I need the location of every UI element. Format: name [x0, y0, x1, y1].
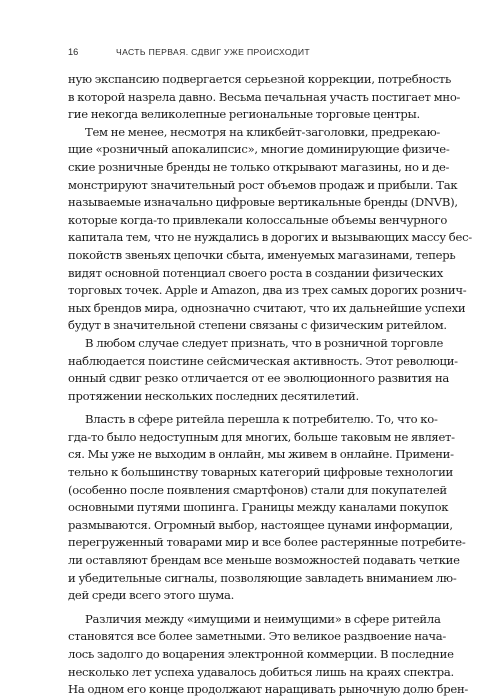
text-line: На одном его конце продолжают наращивать рыночную долю брен-	[68, 682, 469, 697]
text-line: ных брендов мира, однозначно считают, что их дальнейшие успехи	[68, 300, 466, 315]
text-line: ся. Мы уже не выходим в онлайн, мы живем в онлайне. Примени-	[68, 447, 454, 462]
text-line: протяжении нескольких последних десятилетий.	[68, 388, 359, 403]
text-line: ную экспансию подвергается серьезной коррекции, потребность	[68, 72, 451, 86]
text-line: в которой назрела давно. Весьма печальная участь постигает мно-	[68, 89, 461, 104]
text-line: Различия между «имущими и неимущими» в сфере ритейла	[85, 611, 441, 626]
paragraph	[68, 124, 472, 335]
text-line: Тем не менее, несмотря на кликбейт-заголовки, предрекаю-	[85, 124, 441, 139]
text-line: монстрируют значительный рост объемов продаж и прибыли. Так	[68, 177, 458, 192]
running-head	[68, 47, 428, 61]
text-line: покойств звеньях цепочки сбыта, именуемых магазинами, теперь	[68, 247, 456, 262]
text-line: становятся все более заметными. Это великое раздвоение нача-	[68, 629, 447, 644]
text-line: и убедительные сигналы, позволяющие завладеть вниманием лю-	[68, 570, 457, 585]
text-line: Власть в сфере ритейла перешла к потребителю. То, что ко-	[85, 412, 438, 427]
text-line: дей среди всего этого шума.	[68, 588, 235, 603]
text-line: несколько лет успеха удавалось добиться лишь на краях спектра.	[68, 664, 454, 679]
paragraph	[68, 411, 466, 605]
text-line: будут в значительной степени связаны с физическим ритейлом.	[68, 318, 447, 333]
text-line: наблюдается поистине сейсмическая активность. Этот революци-	[68, 353, 458, 368]
text-line: гда-то было недоступным для многих, больше таковым не являет-	[68, 429, 455, 444]
text-line: основными путями шопинга. Границы между каналами покупок	[68, 500, 449, 515]
paragraph	[68, 71, 461, 124]
text-line: В любом случае следует признать, что в розничной торговле	[85, 335, 444, 350]
body-text	[68, 71, 472, 699]
text-line: лось задолго до воцарения электронной коммерции. В последние	[68, 647, 454, 661]
text-line: ли оставляют брендам все меньше возможностей подавать четкие	[68, 553, 460, 568]
text-line: которые когда-то привлекали колоссальные объемы венчурного	[68, 212, 448, 227]
paragraph	[68, 611, 469, 699]
text-line: капитала тем, что не нуждались в дорогих и вызывающих массу бес-	[68, 230, 472, 245]
text-line: онный сдвиг резко отличается от ее эволюционного развития на	[68, 371, 450, 386]
text-line: (особенно после появления смартфонов) стали для покупателей	[68, 482, 447, 497]
text-line: тельно к большинству товарных категорий цифровые технологии	[68, 465, 454, 480]
paragraph	[68, 335, 458, 405]
section-title: ЧАСТЬ ПЕРВАЯ. СДВИГ УЖЕ ПРОИСХОДИТ	[116, 47, 310, 57]
text-line: размываются. Огромный выбор, настоящее цунами информации,	[68, 517, 453, 532]
text-line: называемые изначально цифровые вертикальные бренды (DNVB),	[68, 195, 458, 210]
text-line: щие «розничный апокалипсис», многие доминирующие физиче-	[68, 142, 450, 157]
page-number: 16	[68, 47, 79, 57]
text-line: видят основной потенциал своего роста в создании физических	[68, 265, 443, 280]
text-line: гие некогда великолепные региональные торговые центры.	[68, 107, 420, 122]
text-line: перегруженный товарами мир и все более растерянные потребите-	[68, 535, 466, 550]
text-line: ские розничные бренды не только открывают магазины, но и де-	[68, 159, 450, 174]
text-line: торговых точек. Apple и Amazon, два из трех самых дорогих рознич-	[68, 283, 467, 298]
